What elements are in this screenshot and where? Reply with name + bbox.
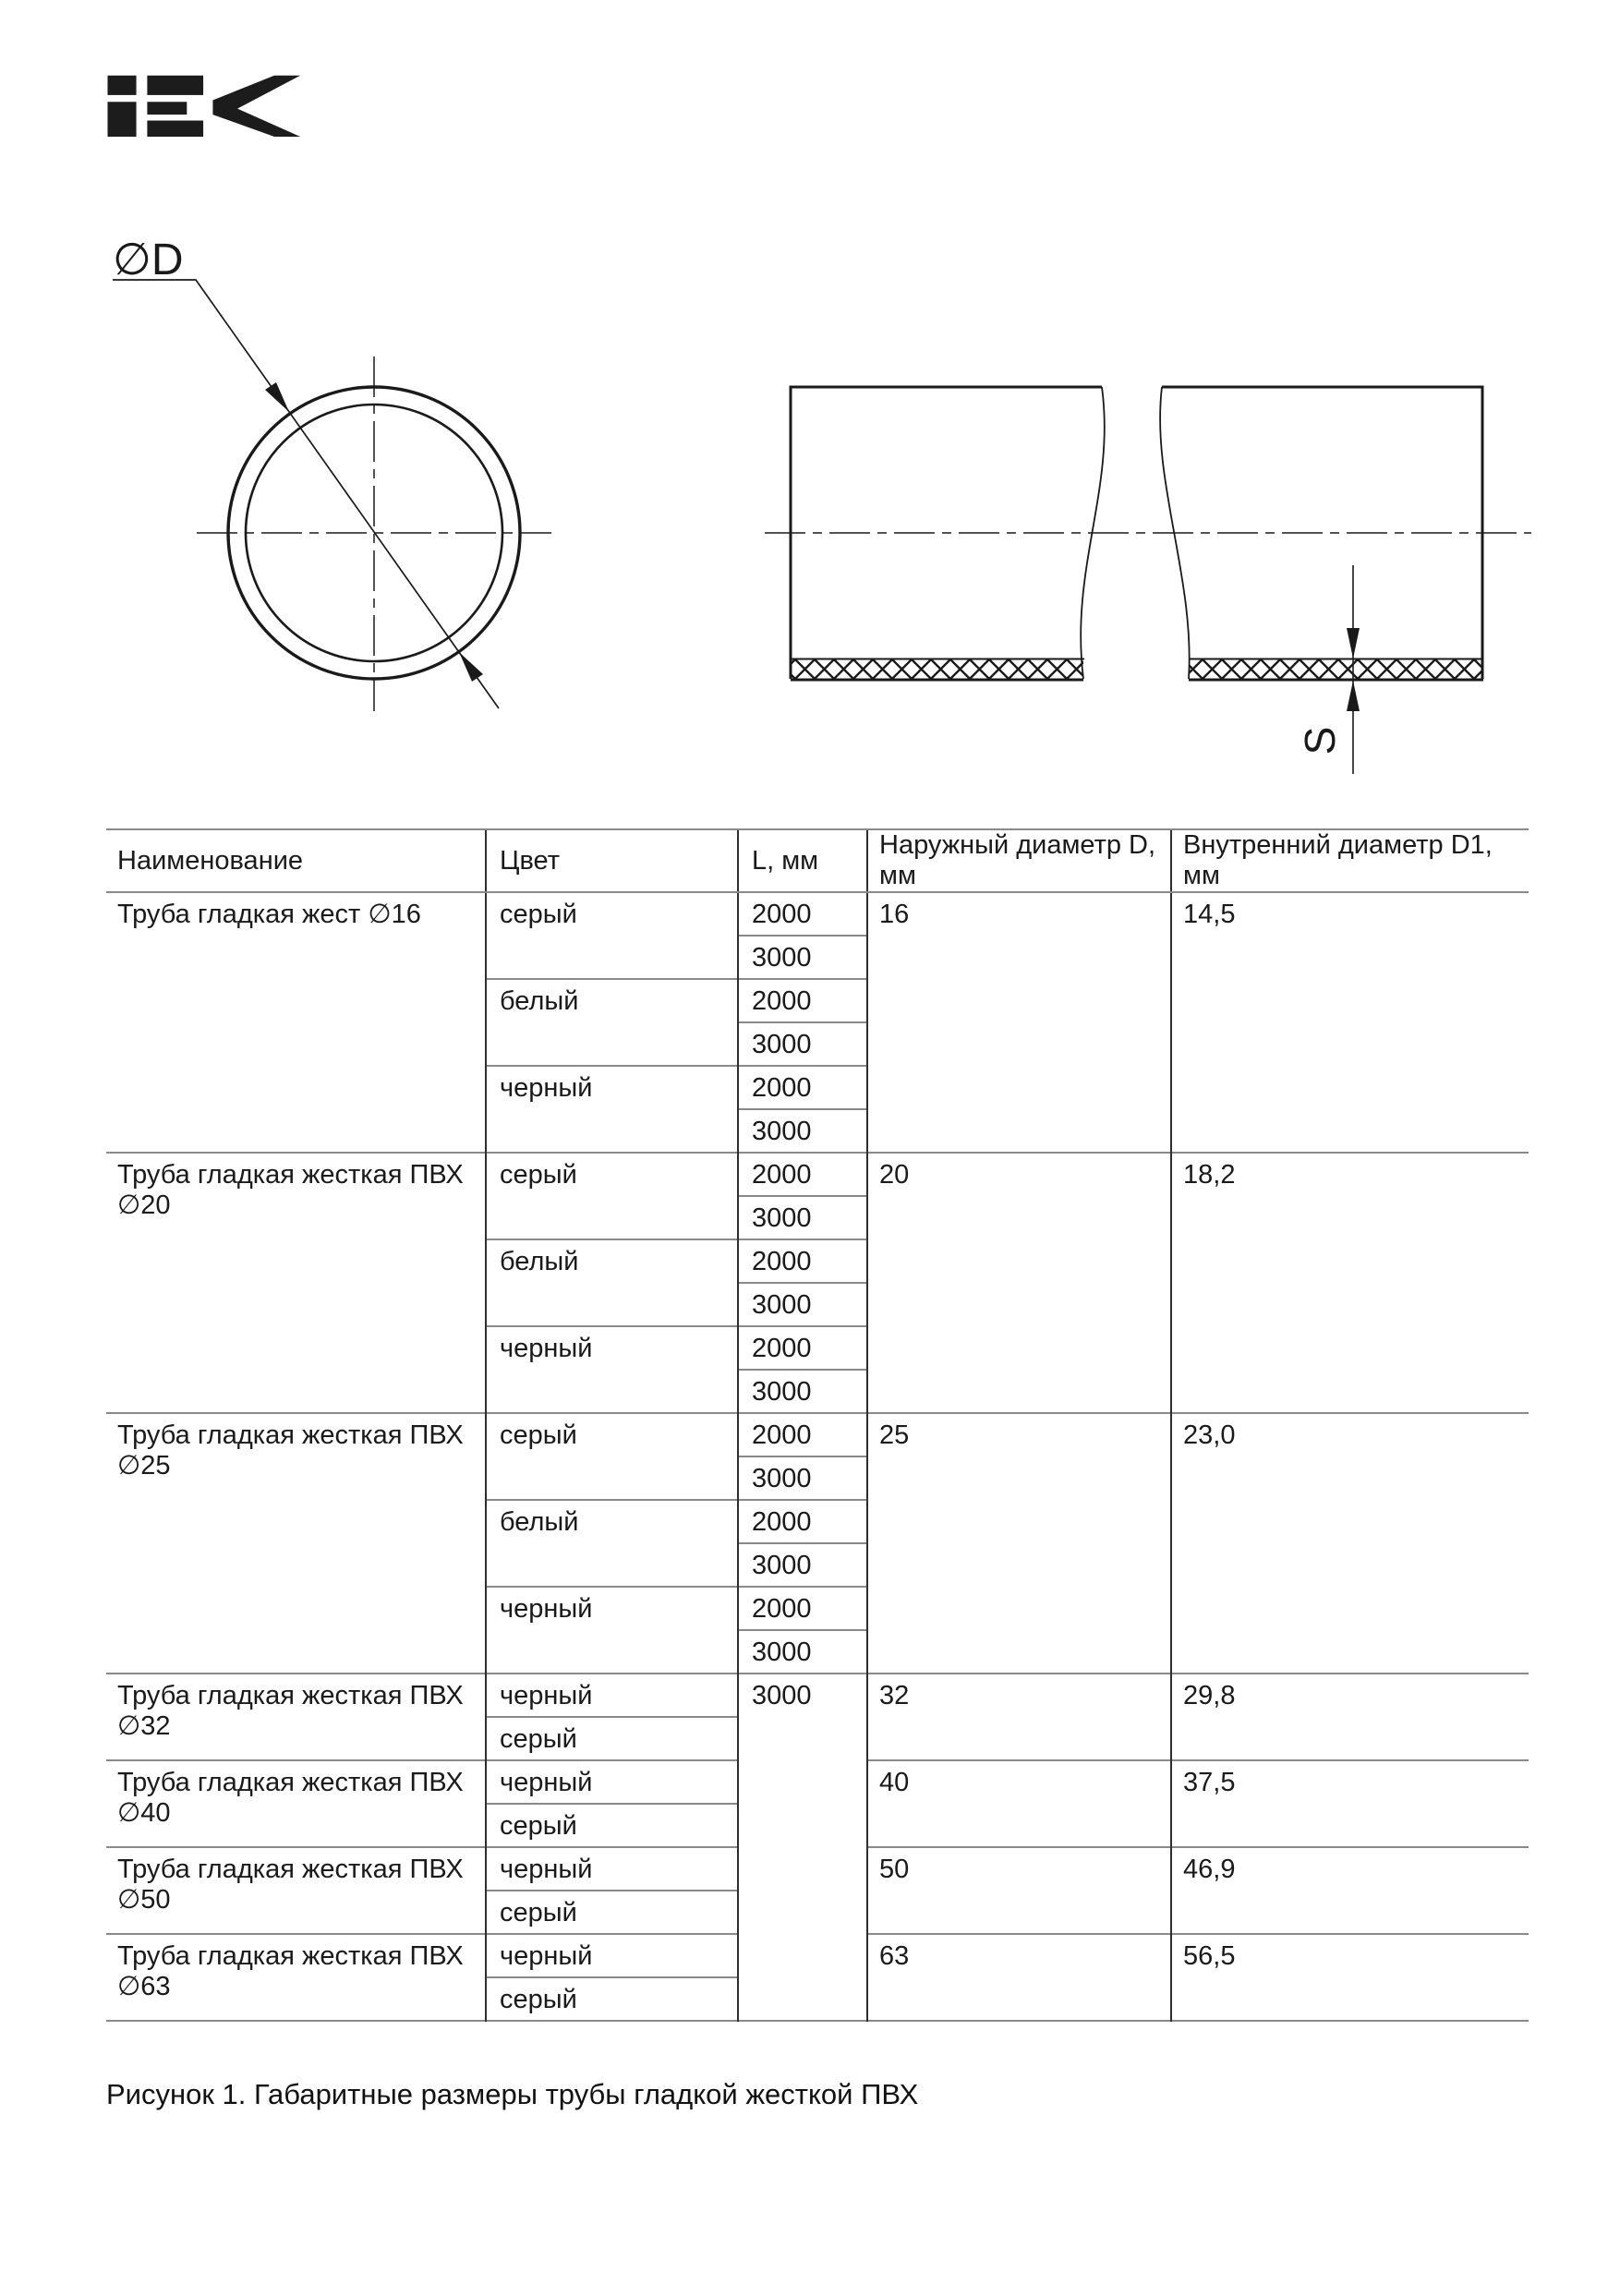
length-cell: 3000 [738, 1109, 867, 1153]
product-name-cell: Труба гладкая жесткая ПВХ ∅32 [106, 1674, 486, 1760]
color-cell: серый [486, 892, 738, 979]
length-cell: 3000 [738, 1283, 867, 1326]
color-cell: серый [486, 1977, 738, 2021]
product-name-cell: Труба гладкая жесткая ПВХ ∅25 [106, 1413, 486, 1674]
diameter-arrowhead-top [265, 382, 289, 412]
column-header-inner-diameter: Внутренний диаметр D1, мм [1171, 829, 1529, 892]
dimensions-table [106, 828, 1529, 2022]
logo-i-dot [107, 76, 136, 95]
product-name-cell: Труба гладкая жесткая ПВХ ∅40 [106, 1760, 486, 1847]
table-row [106, 1413, 1529, 1456]
outer-diameter-cell: 63 [867, 1934, 1171, 2021]
table-header-row [106, 829, 1529, 892]
thickness-label: S [1296, 726, 1344, 755]
diameter-leader-line [113, 280, 499, 708]
length-cell: 3000 [738, 1456, 867, 1500]
color-cell: белый [486, 1500, 738, 1587]
column-header-name: Наименование [106, 829, 486, 892]
color-cell: серый [486, 1153, 738, 1239]
thickness-arrowhead-down [1347, 628, 1360, 659]
color-cell: черный [486, 1934, 738, 1977]
diameter-label: ∅D [113, 236, 184, 284]
outer-diameter-cell: 16 [867, 892, 1171, 1153]
outer-diameter-cell: 20 [867, 1153, 1171, 1413]
iek-logo [107, 76, 300, 137]
product-name-cell: Труба гладкая жест ∅16 [106, 892, 486, 1153]
length-cell: 2000 [738, 1239, 867, 1283]
length-cell: 2000 [738, 1326, 867, 1370]
figure-drawing [0, 0, 1620, 822]
color-cell: черный [486, 1066, 738, 1153]
length-cell: 2000 [738, 979, 867, 1022]
table-body [106, 892, 1529, 2021]
table-row [106, 1153, 1529, 1196]
column-header-color: Цвет [486, 829, 738, 892]
length-cell: 2000 [738, 1500, 867, 1543]
outer-diameter-cell: 40 [867, 1760, 1171, 1847]
logo-i-stem [107, 102, 136, 137]
figure-caption: Рисунок 1. Габаритные размеры трубы гладкой жесткой ПВХ [106, 2078, 919, 2110]
length-cell: 3000 [738, 1543, 867, 1587]
logo-k [212, 76, 300, 137]
color-cell: серый [486, 1891, 738, 1934]
color-cell: черный [486, 1587, 738, 1674]
length-cell: 2000 [738, 892, 867, 936]
length-cell: 3000 [738, 936, 867, 979]
length-cell: 3000 [738, 1196, 867, 1239]
inner-diameter-cell: 18,2 [1171, 1153, 1529, 1413]
logo-e-bottom-bar [147, 121, 203, 137]
color-cell: белый [486, 1239, 738, 1326]
table-row [106, 1674, 1529, 1717]
inner-diameter-cell: 56,5 [1171, 1934, 1529, 2021]
color-cell: черный [486, 1847, 738, 1891]
color-cell: черный [486, 1326, 738, 1413]
length-cell: 3000 [738, 1630, 867, 1674]
table-row [106, 892, 1529, 936]
color-cell: черный [486, 1674, 738, 1717]
inner-diameter-cell: 29,8 [1171, 1674, 1529, 1760]
diameter-arrowhead-bottom [459, 652, 483, 682]
inner-diameter-cell: 37,5 [1171, 1760, 1529, 1847]
length-cell: 2000 [738, 1413, 867, 1456]
outer-diameter-cell: 50 [867, 1847, 1171, 1934]
outer-diameter-cell: 32 [867, 1674, 1171, 1760]
pipe-right-wall-hatch [1190, 659, 1482, 679]
length-cell: 3000 [738, 1370, 867, 1413]
logo-e-mid-bar [147, 102, 187, 115]
color-cell: белый [486, 979, 738, 1066]
inner-diameter-cell: 14,5 [1171, 892, 1529, 1153]
product-name-cell: Труба гладкая жесткая ПВХ ∅20 [106, 1153, 486, 1413]
color-cell: черный [486, 1760, 738, 1804]
length-cell: 3000 [738, 1022, 867, 1066]
logo-e-top-bar [147, 76, 203, 95]
length-cell: 2000 [738, 1153, 867, 1196]
product-name-cell: Труба гладкая жесткая ПВХ ∅63 [106, 1934, 486, 2021]
length-cell: 3000 [738, 1674, 867, 2021]
pipe-left-wall-hatch [792, 659, 1083, 679]
inner-diameter-cell: 46,9 [1171, 1847, 1529, 1934]
length-cell: 2000 [738, 1066, 867, 1109]
product-name-cell: Труба гладкая жесткая ПВХ ∅50 [106, 1847, 486, 1934]
length-cell: 2000 [738, 1587, 867, 1630]
inner-diameter-cell: 23,0 [1171, 1413, 1529, 1674]
color-cell: серый [486, 1717, 738, 1760]
color-cell: серый [486, 1413, 738, 1500]
column-header-outer-diameter: Наружный диаметр D, мм [867, 829, 1171, 892]
outer-diameter-cell: 25 [867, 1413, 1171, 1674]
pipe-side-view [765, 387, 1531, 774]
column-header-length: L, мм [738, 829, 867, 892]
thickness-arrowhead-up [1347, 681, 1360, 711]
pipe-cross-section-view [113, 236, 551, 711]
color-cell: серый [486, 1804, 738, 1847]
